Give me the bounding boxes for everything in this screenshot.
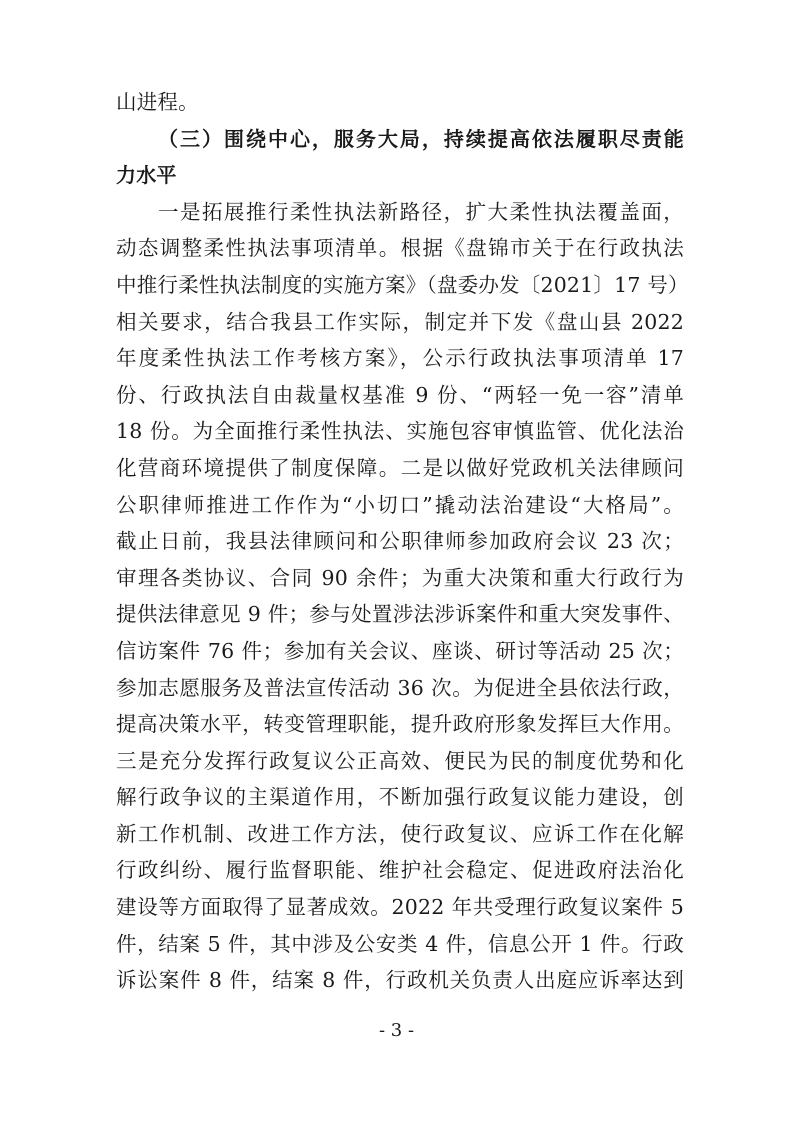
paragraph-line: 年度柔性执法工作考核方案》，公示行政执法事项清单 17: [116, 346, 684, 371]
paragraph-line: 化营商环境提供了制度保障。二是以做好党政机关法律顾问: [116, 455, 684, 480]
paragraph-line: 诉讼案件 8 件，结案 8 件，行政机关负责人出庭应诉率达到: [116, 968, 684, 993]
paragraph-line: 相关要求，结合我县工作实际，制定并下发《盘山县 2022: [116, 309, 684, 334]
paragraph-line: 截止日前，我县法律顾问和公职律师参加政府会议 23 次；: [116, 529, 684, 554]
section-heading-line: 力水平: [116, 163, 177, 188]
paragraph-line: 建设等方面取得了显著成效。2022 年共受理行政复议案件 5: [116, 895, 684, 920]
paragraph-line: 审理各类协议、合同 90 余件；为重大决策和重大行政行为: [116, 565, 684, 590]
paragraph-line: 公职律师推进工作作为“小切口”撬动法治建设“大格局”。: [116, 492, 684, 517]
section-heading-line: （三）围绕中心，服务大局，持续提高依法履职尽责能: [158, 126, 684, 151]
paragraph-line: 动态调整柔性执法事项清单。根据《盘锦市关于在行政执法: [116, 236, 684, 261]
paragraph-line: 一是拓展推行柔性执法新路径，扩大柔性执法覆盖面，: [158, 199, 684, 224]
paragraph-line-continuation: 山进程。: [116, 90, 199, 114]
paragraph-line: 行政纠纷、履行监督职能、维护社会稳定、促进政府法治化: [116, 858, 684, 883]
page-number: - 3 -: [378, 1020, 415, 1041]
paragraph-line: 解行政争议的主渠道作用，不断加强行政复议能力建设，创: [116, 785, 684, 810]
paragraph-line: 新工作机制、改进工作方法，使行政复议、应诉工作在化解: [116, 821, 684, 846]
paragraph-line: 三是充分发挥行政复议公正高效、便民为民的制度优势和化: [116, 748, 684, 773]
paragraph-line: 信访案件 76 件；参加有关会议、座谈、研讨等活动 25 次；: [116, 638, 684, 663]
paragraph-line: 中推行柔性执法制度的实施方案》（盘委办发〔2021〕17 号）: [116, 272, 689, 297]
document-body: [116, 84, 689, 999]
paragraph-line: 份、行政执法自由裁量权基准 9 份、“两轻一免一容”清单: [116, 382, 684, 407]
paragraph-line: 提供法律意见 9 件；参与处置涉法涉诉案件和重大突发事件、: [116, 602, 684, 627]
paragraph-line: 件，结案 5 件，其中涉及公安类 4 件，信息公开 1 件。行政: [116, 931, 684, 956]
paragraph-line: 参加志愿服务及普法宣传活动 36 次。为促进全县依法行政，: [116, 675, 684, 700]
paragraph-line: 提高决策水平，转变管理职能，提升政府形象发挥巨大作用。: [116, 712, 684, 737]
paragraph-line: 18 份。为全面推行柔性执法、实施包容审慎监管、优化法治: [116, 419, 684, 444]
